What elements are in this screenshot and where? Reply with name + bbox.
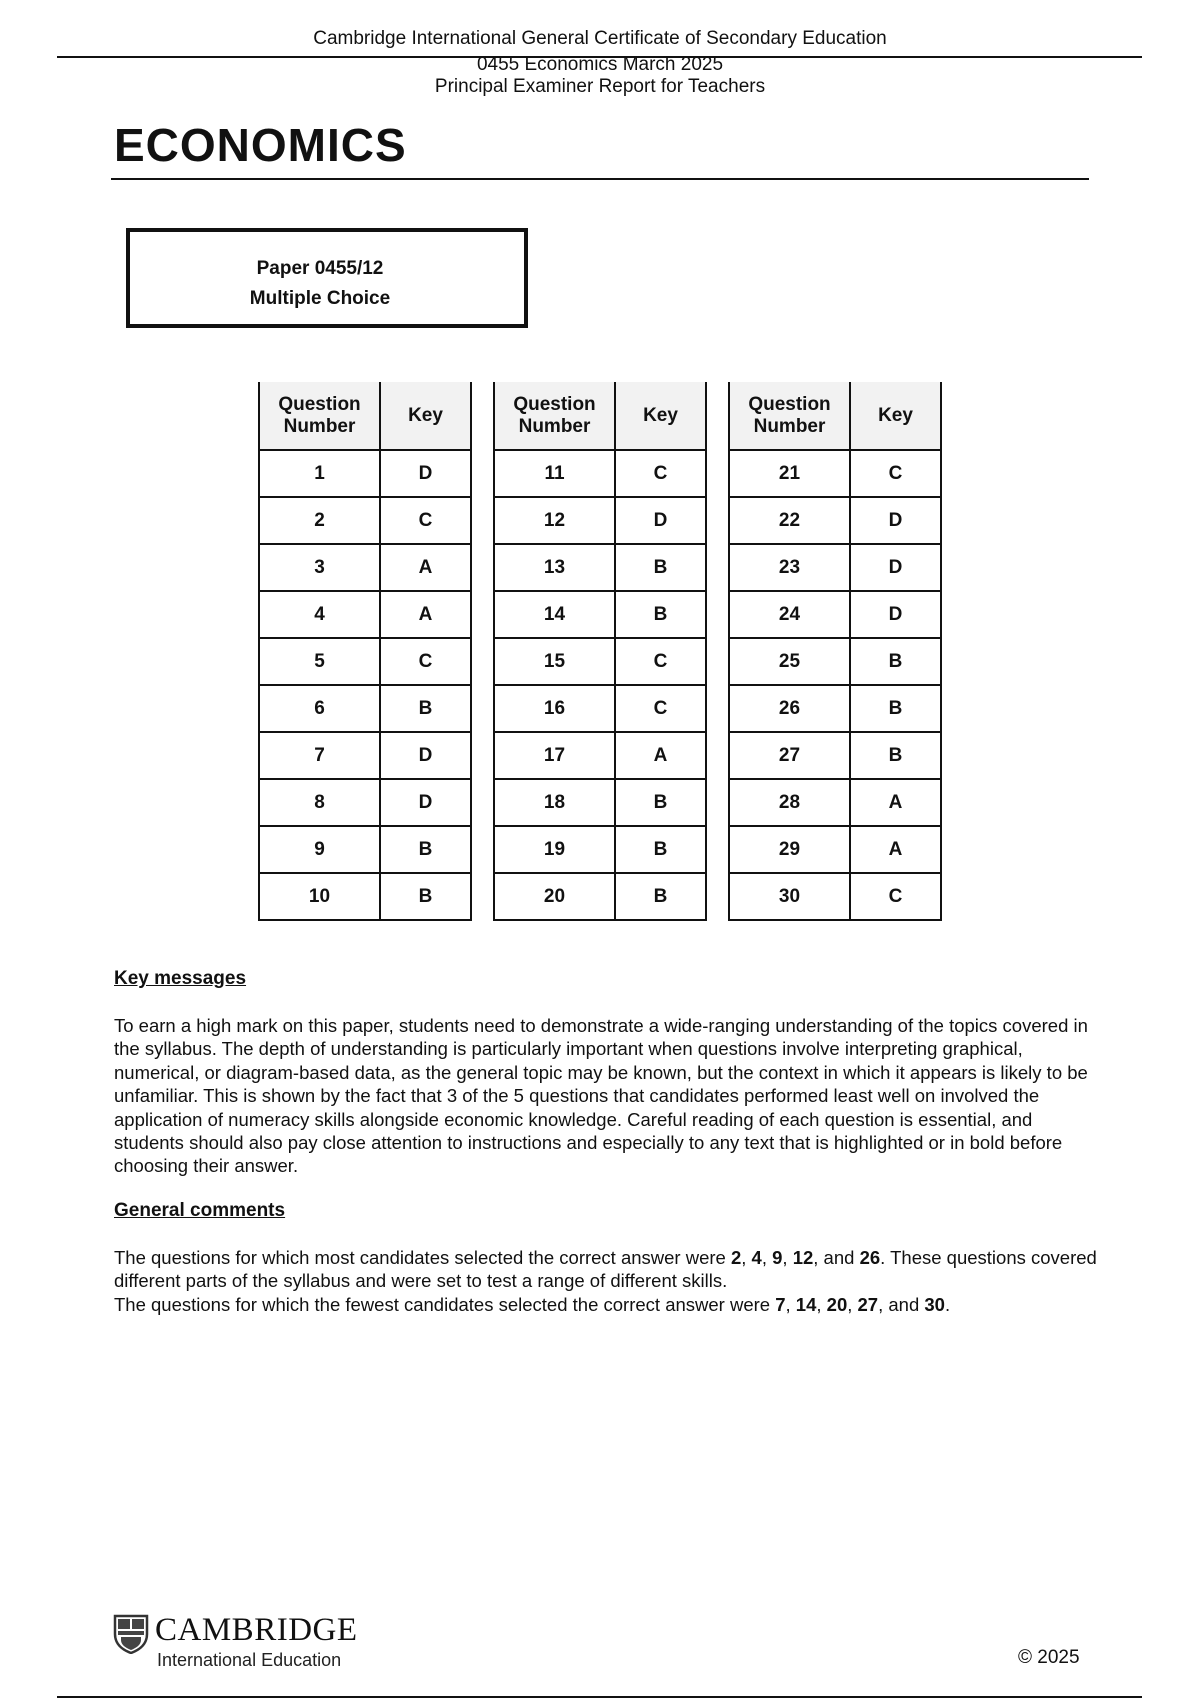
table-row (494, 450, 706, 497)
answer-key-cell: C (850, 873, 941, 920)
paper-info-box (126, 228, 528, 328)
question-number-cell: 12 (494, 497, 615, 544)
answer-key-cell: D (380, 450, 471, 497)
column-header-key: Key (615, 382, 706, 450)
answer-key-cell: D (380, 732, 471, 779)
table-row (259, 873, 471, 920)
table-row (494, 779, 706, 826)
table-row (494, 685, 706, 732)
question-number-cell: 4 (259, 591, 380, 638)
most-correct-questions: 2, 4, 9, 12, and 26 (730, 1247, 881, 1268)
column-header-question: Question Number (259, 382, 380, 450)
question-number-cell: 30 (729, 873, 850, 920)
answer-key-cell: A (850, 779, 941, 826)
table-row (729, 450, 941, 497)
question-ref: 7 (775, 1293, 786, 1315)
general-comments-heading: General comments (114, 1200, 286, 1221)
table-row (259, 638, 471, 685)
table-row (259, 732, 471, 779)
answer-key-cell: C (615, 450, 706, 497)
answer-key-cell: A (380, 591, 471, 638)
table-row (494, 591, 706, 638)
answer-key-cell: B (615, 779, 706, 826)
question-number-cell: 2 (259, 497, 380, 544)
answer-key-cell: B (615, 873, 706, 920)
question-ref: 30 (924, 1293, 945, 1315)
answer-key-table-2 (493, 382, 707, 921)
column-header-question: Question Number (729, 382, 850, 450)
answer-key-cell: C (615, 638, 706, 685)
question-number-cell: 14 (494, 591, 615, 638)
header-report-type: Principal Examiner Report for Teachers (434, 76, 766, 97)
answer-key-cell: A (615, 732, 706, 779)
table-row (259, 826, 471, 873)
answer-key-cell: B (380, 685, 471, 732)
answer-key-table-3 (728, 382, 942, 921)
key-messages-heading: Key messages (114, 968, 247, 989)
question-number-cell: 22 (729, 497, 850, 544)
title-rule (111, 178, 1089, 180)
table-row (494, 544, 706, 591)
paper-type: Multiple Choice (249, 288, 391, 309)
table-row (494, 732, 706, 779)
table-row (729, 873, 941, 920)
table-row (259, 779, 471, 826)
most-correct-intro: The questions for which most candidates selected the correct answer were (114, 1247, 731, 1268)
answer-key-cell: C (615, 685, 706, 732)
copyright: © 2025 (1018, 1647, 1080, 1668)
question-number-cell: 29 (729, 826, 850, 873)
question-number-cell: 16 (494, 685, 615, 732)
table-row (259, 544, 471, 591)
question-ref: 2 (730, 1247, 742, 1268)
table-row (259, 591, 471, 638)
table-row (259, 685, 471, 732)
question-number-cell: 17 (494, 732, 615, 779)
question-ref: 4 (751, 1247, 762, 1268)
question-ref: 26 (859, 1247, 881, 1268)
general-comments-text (114, 1246, 1104, 1316)
answer-key-cell: C (380, 497, 471, 544)
answer-key-cell: D (850, 591, 941, 638)
answer-key-cell: D (850, 497, 941, 544)
question-number-cell: 28 (729, 779, 850, 826)
most-correct-outro: . These questions covered different parts of the syllabus and were set to test a range of different skills. (114, 1247, 1097, 1292)
table-row (729, 779, 941, 826)
fewest-correct-outro: . (944, 1293, 951, 1315)
table-row (729, 732, 941, 779)
table-row (259, 497, 471, 544)
answer-key-cell: A (850, 826, 941, 873)
question-number-cell: 7 (259, 732, 380, 779)
header-qualification: Cambridge International General Certificate of Secondary Education (313, 28, 887, 49)
header-syllabus: 0455 Economics March 2025 (476, 54, 724, 75)
question-number-cell: 26 (729, 685, 850, 732)
key-messages-text: To earn a high mark on this paper, students need to demonstrate a wide-ranging understanding of the topics covered in the syllabus. The depth of understanding is particularly important when questions involve interpreting graphical, numerical, or diagram-based data, as the general topic may be known, but the context in which it appears is likely to be unfamiliar. This is shown by the fact that 3 of the 5 questions that candidates performed least well on involved the application of numeracy skills alongside economic knowledge. Careful reading of each question is essential, and students should also pay close attention to instructions and especially to any text that is highlighted or in bold before choosing their answer. (114, 1015, 1088, 1177)
answer-key-cell: B (380, 873, 471, 920)
logo-wordmark: CAMBRIDGE (155, 1612, 358, 1648)
answer-key-table-1 (258, 382, 472, 921)
answer-key-cell: D (850, 544, 941, 591)
question-number-cell: 21 (729, 450, 850, 497)
answer-key-cell: C (380, 638, 471, 685)
question-number-cell: 15 (494, 638, 615, 685)
table-row (729, 826, 941, 873)
question-number-cell: 19 (494, 826, 615, 873)
footer-rule (57, 1696, 1142, 1698)
paper-number: Paper 0455/12 (256, 258, 384, 279)
answer-key-cell: C (850, 450, 941, 497)
answer-key-cell: B (850, 685, 941, 732)
page-title: ECONOMICS (114, 119, 407, 171)
question-number-cell: 25 (729, 638, 850, 685)
answer-key-cell: D (615, 497, 706, 544)
question-number-cell: 11 (494, 450, 615, 497)
fewest-correct-intro: The questions for which the fewest candidates selected the correct answer were (114, 1293, 776, 1315)
column-header-question: Question Number (494, 382, 615, 450)
question-number-cell: 27 (729, 732, 850, 779)
cambridge-shield-icon (113, 1614, 149, 1654)
question-number-cell: 9 (259, 826, 380, 873)
answer-key-cell: B (615, 591, 706, 638)
table-row (494, 826, 706, 873)
column-header-key: Key (380, 382, 471, 450)
question-number-cell: 10 (259, 873, 380, 920)
table-row (494, 497, 706, 544)
question-ref: 20 (826, 1293, 848, 1315)
table-row (729, 685, 941, 732)
question-number-cell: 13 (494, 544, 615, 591)
answer-key-cell: B (615, 544, 706, 591)
logo-subtitle: International Education (157, 1650, 342, 1670)
table-row (259, 450, 471, 497)
question-number-cell: 20 (494, 873, 615, 920)
answer-key-cell: B (850, 732, 941, 779)
table-row (494, 873, 706, 920)
question-ref: 12 (792, 1247, 814, 1268)
answer-key-cell: B (850, 638, 941, 685)
question-number-cell: 3 (259, 544, 380, 591)
question-ref: 9 (772, 1247, 783, 1268)
question-number-cell: 6 (259, 685, 380, 732)
answer-key-cell: A (380, 544, 471, 591)
question-number-cell: 18 (494, 779, 615, 826)
answer-key-cell: B (615, 826, 706, 873)
answer-key-cell: D (380, 779, 471, 826)
question-ref: 14 (795, 1293, 817, 1315)
question-number-cell: 1 (259, 450, 380, 497)
column-header-key: Key (850, 382, 941, 450)
table-row (729, 544, 941, 591)
table-row (729, 497, 941, 544)
fewest-correct-questions: 7, 14, 20, 27, and 30 (775, 1293, 945, 1315)
question-number-cell: 5 (259, 638, 380, 685)
question-number-cell: 23 (729, 544, 850, 591)
table-row (494, 638, 706, 685)
table-row (729, 638, 941, 685)
question-number-cell: 8 (259, 779, 380, 826)
question-number-cell: 24 (729, 591, 850, 638)
table-row (729, 591, 941, 638)
question-ref: 27 (857, 1293, 879, 1315)
answer-key-cell: B (380, 826, 471, 873)
